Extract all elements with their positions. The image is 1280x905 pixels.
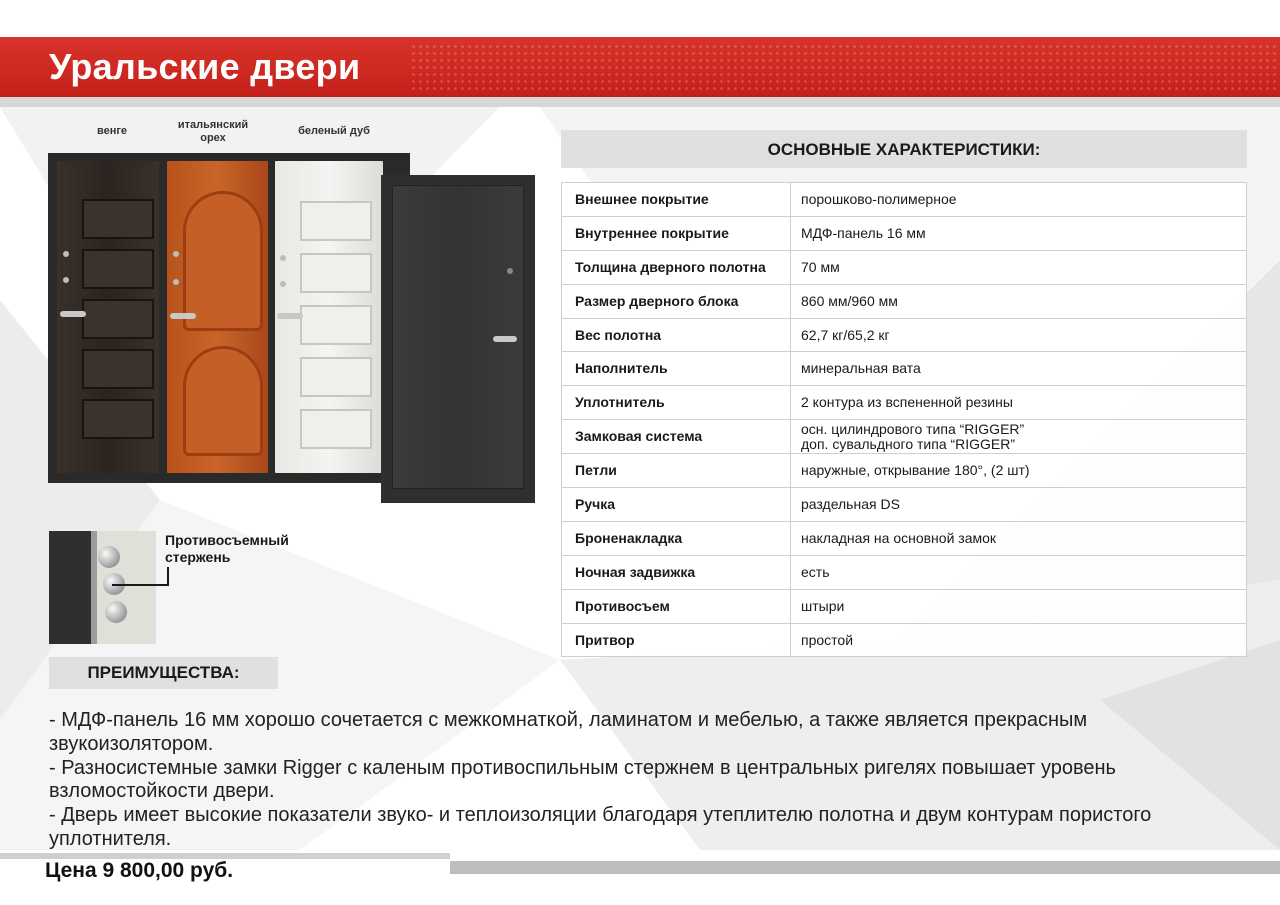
- table-row: [562, 488, 1247, 522]
- spec-value-line: доп. сувальдного типа “RIGGER”: [801, 435, 1016, 452]
- spec-key: Ручка: [562, 488, 791, 522]
- handle-wenge: [60, 311, 86, 317]
- table-row: [562, 284, 1247, 318]
- advantage-item: - Разносистемные замки Rigger с каленым противоспильным стержнем в центральных ригелях повышает уровень взломостойкости двери.: [49, 756, 1116, 803]
- door-steel-exterior: [381, 175, 535, 503]
- advantages-list: [49, 709, 1249, 852]
- spec-value: простой: [791, 623, 1247, 657]
- spec-key: Петли: [562, 454, 791, 488]
- spec-value: 2 контура из вспененной резины: [791, 386, 1247, 420]
- spec-key: Наполнитель: [562, 352, 791, 386]
- spec-value: 70 мм: [791, 250, 1247, 284]
- spec-value-line: осн. цилиндрового типа “RIGGER”: [801, 420, 1025, 437]
- table-row: [562, 250, 1247, 284]
- spec-value: минеральная вата: [791, 352, 1247, 386]
- header-underline: [0, 97, 1280, 107]
- handle-steel: [493, 336, 517, 342]
- spec-key: Размер дверного блока: [562, 284, 791, 318]
- color-label-wenge: венге: [96, 125, 128, 137]
- price-label: Цена 9 800,00 руб.: [45, 859, 234, 882]
- specs-heading: ОСНОВНЫЕ ХАРАКТЕРИСТИКИ:: [561, 130, 1247, 168]
- footer-bar-right: [450, 861, 1280, 874]
- spec-key: Замковая система: [562, 420, 791, 454]
- door-frame: [48, 153, 410, 483]
- spec-key: Броненакладка: [562, 521, 791, 555]
- door-oak: [275, 161, 383, 473]
- table-row: [562, 318, 1247, 352]
- anti-cut-rod-photo: [49, 531, 156, 644]
- color-label-walnut: итальянский орех: [177, 119, 249, 144]
- advantage-item: - МДФ-панель 16 мм хорошо сочетается с межкомнаткой, ламинатом и мебелью, а также является прекрасным звукоизолятором.: [49, 709, 1088, 755]
- anti-cut-rod-label: Противосъемный стержень: [165, 532, 289, 565]
- table-row: [562, 183, 1247, 217]
- table-row: [562, 420, 1247, 454]
- spec-value: 860 мм/960 мм: [791, 284, 1247, 318]
- spec-key: Уплотнитель: [562, 386, 791, 420]
- advantages-heading: ПРЕИМУЩЕСТВА:: [49, 657, 278, 689]
- page-title: Уральские двери: [49, 46, 361, 87]
- spec-value: МДФ-панель 16 мм: [791, 216, 1247, 250]
- color-label-oak: беленый дуб: [298, 125, 370, 137]
- door-photos: [48, 153, 538, 505]
- spec-value: порошково-полимерное: [791, 183, 1247, 217]
- spec-key: Противосъем: [562, 589, 791, 623]
- table-row: [562, 589, 1247, 623]
- header-dot-pattern: [410, 43, 1280, 91]
- spec-value: накладная на основной замок: [791, 521, 1247, 555]
- door-walnut: [167, 161, 268, 473]
- rod-leader-line: [167, 567, 169, 585]
- spec-value: наружные, открывание 180°, (2 шт): [791, 454, 1247, 488]
- spec-key: Внутреннее покрытие: [562, 216, 791, 250]
- spec-value: штыри: [791, 589, 1247, 623]
- table-row: [562, 623, 1247, 657]
- table-row: [562, 454, 1247, 488]
- table-row: [562, 386, 1247, 420]
- door-wenge: [57, 161, 159, 473]
- spec-value: [791, 420, 1247, 454]
- spec-key: Толщина дверного полотна: [562, 250, 791, 284]
- spec-key: Ночная задвижка: [562, 555, 791, 589]
- spec-key: Притвор: [562, 623, 791, 657]
- spec-value: есть: [791, 555, 1247, 589]
- spec-value: 62,7 кг/65,2 кг: [791, 318, 1247, 352]
- handle-oak: [277, 313, 303, 319]
- handle-walnut: [170, 313, 196, 319]
- spec-key: Вес полотна: [562, 318, 791, 352]
- spec-key: Внешнее покрытие: [562, 183, 791, 217]
- table-row: [562, 352, 1247, 386]
- spec-value: раздельная DS: [791, 488, 1247, 522]
- advantage-item: - Дверь имеет высокие показатели звуко- и теплоизоляции благодаря утеплителю полотна и двум контурам пористого уплотнителя.: [49, 804, 1152, 850]
- specs-table: [561, 182, 1247, 657]
- table-row: [562, 216, 1247, 250]
- table-row: [562, 555, 1247, 589]
- table-row: [562, 521, 1247, 555]
